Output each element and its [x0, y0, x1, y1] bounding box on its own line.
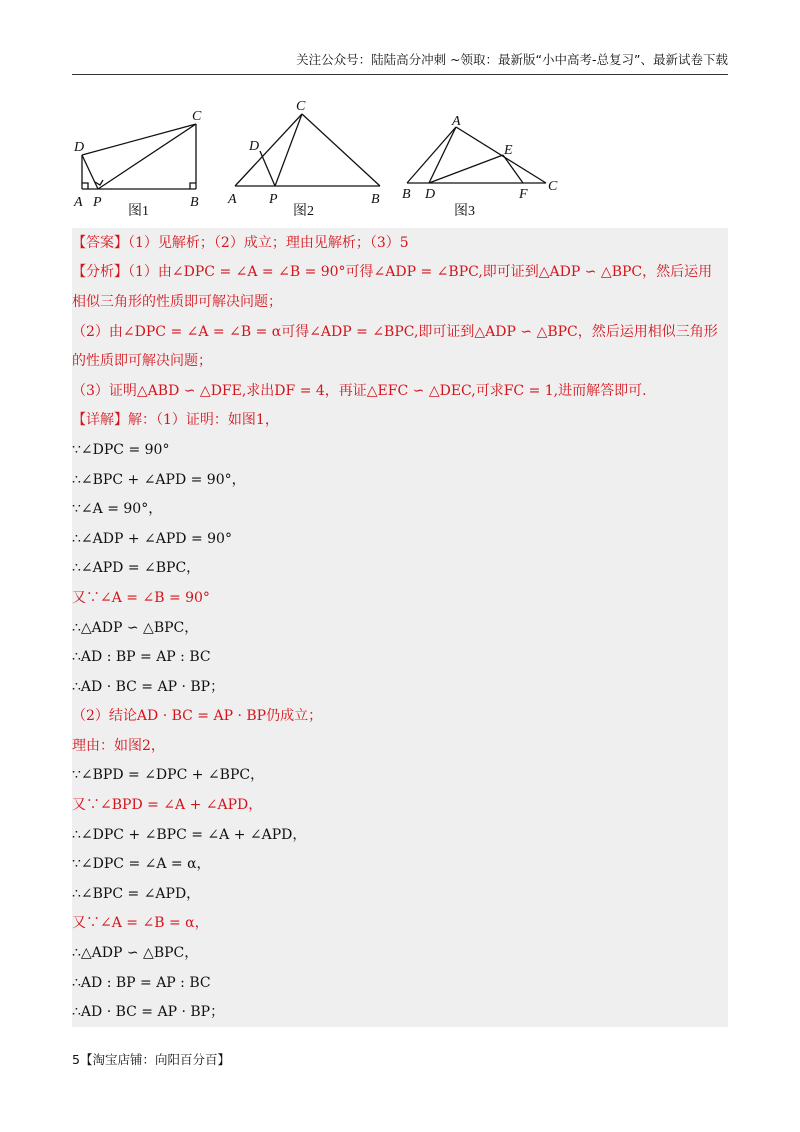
- solution-line: ∵∠A = 90°，: [72, 501, 163, 518]
- fig1-caption: 图1: [128, 204, 149, 219]
- solution-line: 【答案】（1）见解析；（2）成立；理由见解析；（3）5: [72, 234, 409, 251]
- solution-line: 的性质即可解决问题；: [72, 353, 212, 370]
- fig3-label-b: B: [402, 187, 411, 202]
- fig2-label-p: P: [269, 192, 278, 207]
- fig3-label-c: C: [548, 179, 558, 194]
- fig1-label-c: C: [192, 109, 202, 124]
- solution-line: ∴AD · BC = AP · BP；: [72, 1004, 225, 1021]
- footer-text: 5【淘宝店铺：向阳百分百】: [72, 1052, 230, 1067]
- solution-line: ∵∠DPC = ∠A = α，: [72, 856, 211, 873]
- solution-line: ∴AD · BC = AP · BP；: [72, 678, 225, 695]
- solution-line: （2）由∠DPC = ∠A = ∠B = α可得∠ADP = ∠BPC,即可证到△ADP ∽ △BPC，然后运用相似三角形: [72, 323, 718, 340]
- solution-line: ∴∠BPC + ∠APD = 90°，: [72, 471, 246, 488]
- fig1-label-d: D: [74, 140, 85, 155]
- solution-line: ∴∠BPC = ∠APD，: [72, 885, 201, 902]
- solution-line: 又∵∠A = ∠B = 90°: [72, 589, 210, 606]
- solution-line: ∴∠ADP + ∠APD = 90°: [72, 530, 232, 547]
- figure-3: [407, 127, 546, 183]
- solution-line: （3）证明△ABD ∽ △DFE,求出DF = 4，再证△EFC ∽ △DEC,可求FC = 1,进而解答即可.: [72, 382, 647, 399]
- solution-line: ∵∠BPD = ∠DPC + ∠BPC，: [72, 767, 265, 784]
- solution-line: （2）结论AD · BC = AP · BP仍成立；: [72, 708, 323, 725]
- fig3-label-f: F: [519, 187, 528, 202]
- fig1-label-b: B: [190, 195, 199, 210]
- solution-line: 又∵∠BPD = ∠A + ∠APD，: [72, 797, 263, 814]
- fig1-label-a: A: [74, 195, 83, 210]
- figures-row: [70, 98, 570, 224]
- solution-content: [72, 228, 728, 1027]
- solution-line: ∴∠DPC + ∠BPC = ∠A + ∠APD，: [72, 826, 307, 843]
- solution-line: 理由：如图2，: [72, 737, 165, 754]
- solution-line: 【详解】解：（1）证明：如图1，: [72, 412, 279, 429]
- fig3-label-e: E: [504, 143, 513, 158]
- solution-line: 又∵∠A = ∠B = α，: [72, 915, 209, 932]
- fig3-caption: 图3: [454, 204, 475, 219]
- solution-line: ∴AD : BP = AP : BC: [72, 649, 211, 666]
- fig2-label-b: B: [371, 192, 380, 207]
- solution-line: ∴AD : BP = AP : BC: [72, 974, 211, 991]
- geometry-figures: [70, 98, 570, 224]
- fig1-label-p: P: [93, 195, 102, 210]
- solution-line: ∴△ADP ∽ △BPC，: [72, 619, 199, 636]
- page-footer: [72, 1050, 230, 1068]
- solution-line: 【分析】（1）由∠DPC = ∠A = ∠B = 90°可得∠ADP = ∠BPC,即可证到△ADP ∽ △BPC，然后运用: [72, 264, 713, 281]
- figure-1: [82, 124, 196, 189]
- header-text: 关注公众号：陆陆高分冲刺 ~领取：最新版“小中高考-总复习”、最新试卷下载: [296, 52, 728, 67]
- solution-line: ∴∠APD = ∠BPC，: [72, 560, 201, 577]
- page-header: [72, 52, 728, 75]
- fig2-label-a: A: [228, 192, 237, 207]
- fig2-label-d: D: [249, 139, 260, 154]
- solution-line: ∵∠DPC = 90°: [72, 441, 170, 458]
- fig3-label-a: A: [452, 114, 461, 129]
- fig2-label-c: C: [296, 99, 306, 114]
- solution-line: ∴△ADP ∽ △BPC，: [72, 945, 199, 962]
- fig2-caption: 图2: [293, 204, 314, 219]
- solution-line: 相似三角形的性质即可解决问题；: [72, 293, 282, 310]
- fig3-label-d: D: [425, 187, 436, 202]
